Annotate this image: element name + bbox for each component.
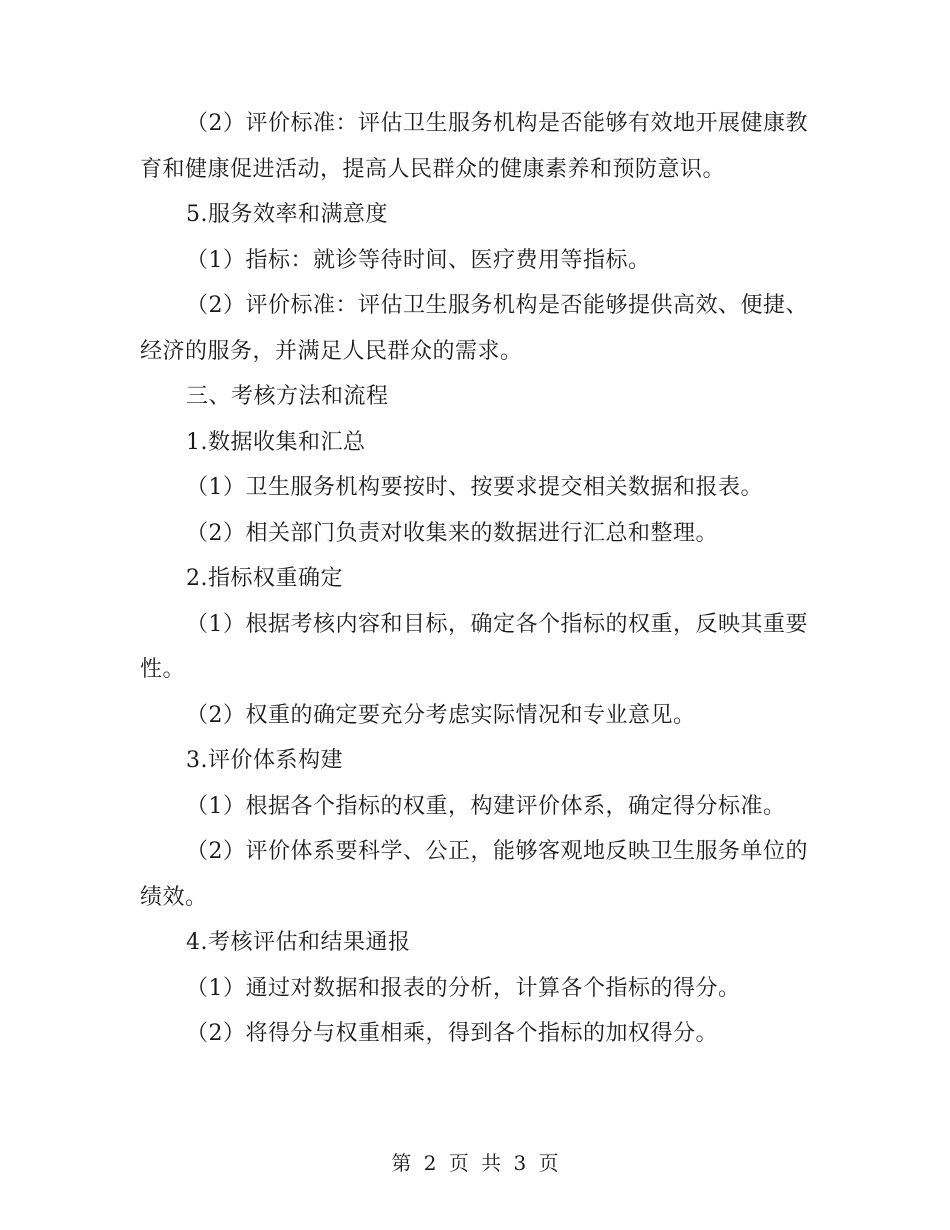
paragraph: （2）将得分与权重相乘，得到各个指标的加权得分。 xyxy=(186,1021,718,1046)
section-heading: 3.评价体系构建 xyxy=(186,748,343,773)
paragraph: （1）通过对数据和报表的分析，计算各个指标的得分。 xyxy=(186,975,741,1001)
footer-prefix: 第 xyxy=(391,1151,412,1175)
paragraph: （2）评价标准：评估卫生服务机构是否能够有效地开展健康教育和健康促进活动，提高人民群众的健康素养和预防意识。 xyxy=(140,111,808,182)
chapter-heading: 三、考核方法和流程 xyxy=(186,384,389,409)
section-heading: 2.指标权重确定 xyxy=(186,566,343,591)
section-heading: 4.考核评估和结果通报 xyxy=(186,930,411,955)
paragraph: （2）评价标准：评估卫生服务机构是否能够提供高效、便捷、经济的服务，并满足人民群众的需求。 xyxy=(140,293,808,364)
paragraph: （2）相关部门负责对收集来的数据进行汇总和整理。 xyxy=(186,520,718,546)
footer-page-word: 页 xyxy=(448,1151,469,1175)
footer-total-word: 共 xyxy=(481,1151,502,1175)
paragraph: （1）根据考核内容和目标，确定各个指标的权重，反映其重要性。 xyxy=(140,611,808,682)
section-heading: 5.服务效率和满意度 xyxy=(186,202,388,227)
paragraph: （1）指标：就诊等待时间、医疗费用等指标。 xyxy=(186,247,651,273)
document-body xyxy=(140,101,810,1057)
page-number-footer xyxy=(0,1147,950,1176)
paragraph: （1）根据各个指标的权重，构建评价体系，确定得分标准。 xyxy=(186,793,786,819)
paragraph: （2）评价体系要科学、公正，能够客观地反映卫生服务单位的绩效。 xyxy=(140,839,808,910)
current-page-number: 2 xyxy=(423,1151,437,1175)
paragraph: （2）权重的确定要充分考虑实际情况和专业意见。 xyxy=(186,702,696,728)
footer-suffix: 页 xyxy=(538,1151,559,1175)
section-heading: 1.数据收集和汇总 xyxy=(186,429,366,455)
paragraph: （1）卫生服务机构要按时、按要求提交相关数据和报表。 xyxy=(186,475,763,500)
total-pages-number: 3 xyxy=(513,1151,527,1175)
